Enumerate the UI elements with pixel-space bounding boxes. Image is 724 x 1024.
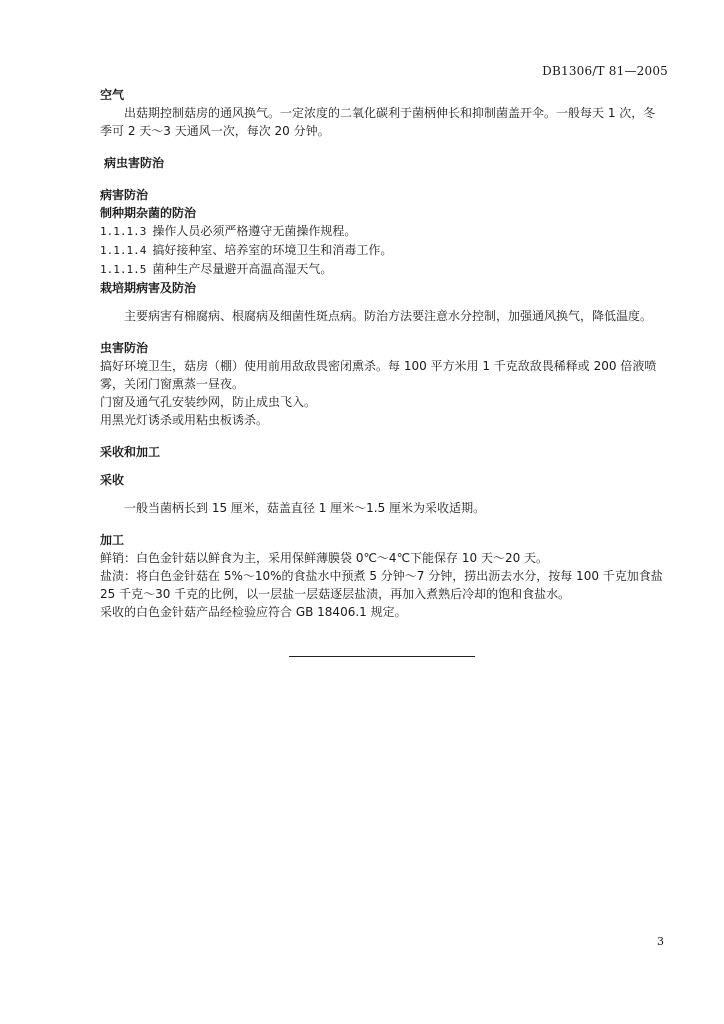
item-text: 菌种生产尽量避开高温高湿天气。	[152, 262, 333, 276]
section-heading-harvest: 采收	[100, 473, 125, 487]
item-number: 1.1.1.4	[100, 244, 147, 257]
list-item	[100, 260, 666, 279]
section-heading-insect: 虫害防治	[100, 341, 149, 355]
paragraph-insect-3: 用黑光灯诱杀或用粘虫板诱杀。	[100, 413, 269, 427]
section-heading-spawn: 制种期杂菌的防治	[100, 206, 197, 220]
standard-code: DB1306/T 81—2005	[542, 64, 668, 78]
paragraph-cultivation: 主要病害有棉腐病、根腐病及细菌性斑点病。防治方法要注意水分控制，加强通风换气，降低温度。	[124, 309, 653, 323]
paragraph-harvest: 一般当菌柄长到 15 厘米，菇盖直径 1 厘米～1.5 厘米为采收适期。	[124, 501, 486, 515]
item-number: 1.1.1.5	[100, 263, 147, 276]
section-heading-cultivation: 栽培期病害及防治	[100, 281, 197, 295]
paragraph-insect-1: 搞好环境卫生，菇房（棚）使用前用敌敌畏密闭熏杀。每 100 平方米用 1 千克敌敌畏稀释或 200 倍液喷雾，关闭门窗熏蒸一昼夜。	[100, 359, 657, 391]
section-heading-harvest-process: 采收和加工	[100, 445, 161, 459]
section-heading-air: 空气	[100, 88, 125, 102]
document-body	[100, 86, 666, 621]
paragraph-process-3: 采收的白色金针菇产品经检验应符合 GB 18406.1 规定。	[100, 605, 407, 619]
end-rule	[289, 656, 475, 657]
section-heading-pest-disease: 病虫害防治	[104, 156, 165, 170]
item-text: 操作人员必须严格遵守无菌操作规程。	[152, 224, 357, 238]
list-item	[100, 222, 666, 241]
paragraph-air: 出菇期控制菇房的通风换气。一定浓度的二氧化碳利于菌柄伸长和抑制菌盖开伞。一般每天 1 次，冬季可 2 天～3 天通风一次，每次 20 分钟。	[100, 106, 656, 138]
list-item	[100, 241, 666, 260]
section-heading-disease: 病害防治	[100, 188, 149, 202]
paragraph-insect-2: 门窗及通气孔安装纱网，防止成虫飞入。	[100, 395, 317, 409]
page-number: 3	[657, 935, 664, 948]
paragraph-process-2: 盐渍：将白色金针菇在 5%～10%的食盐水中预煮 5 分钟～7 分钟，捞出沥去水分，按每 100 千克加食盐 25 千克～30 千克的比例，以一层盐一层菇逐层盐渍，再加入煮熟后冷却的饱和食盐水。	[100, 569, 663, 601]
item-number: 1.1.1.3	[100, 225, 147, 238]
paragraph-process-1: 鲜销：白色金针菇以鲜食为主，采用保鲜薄膜袋 0℃～4℃下能保存 10 天～20 天。	[100, 551, 549, 565]
item-text: 搞好接种室、培养室的环境卫生和消毒工作。	[152, 243, 393, 257]
section-heading-process: 加工	[100, 533, 125, 547]
